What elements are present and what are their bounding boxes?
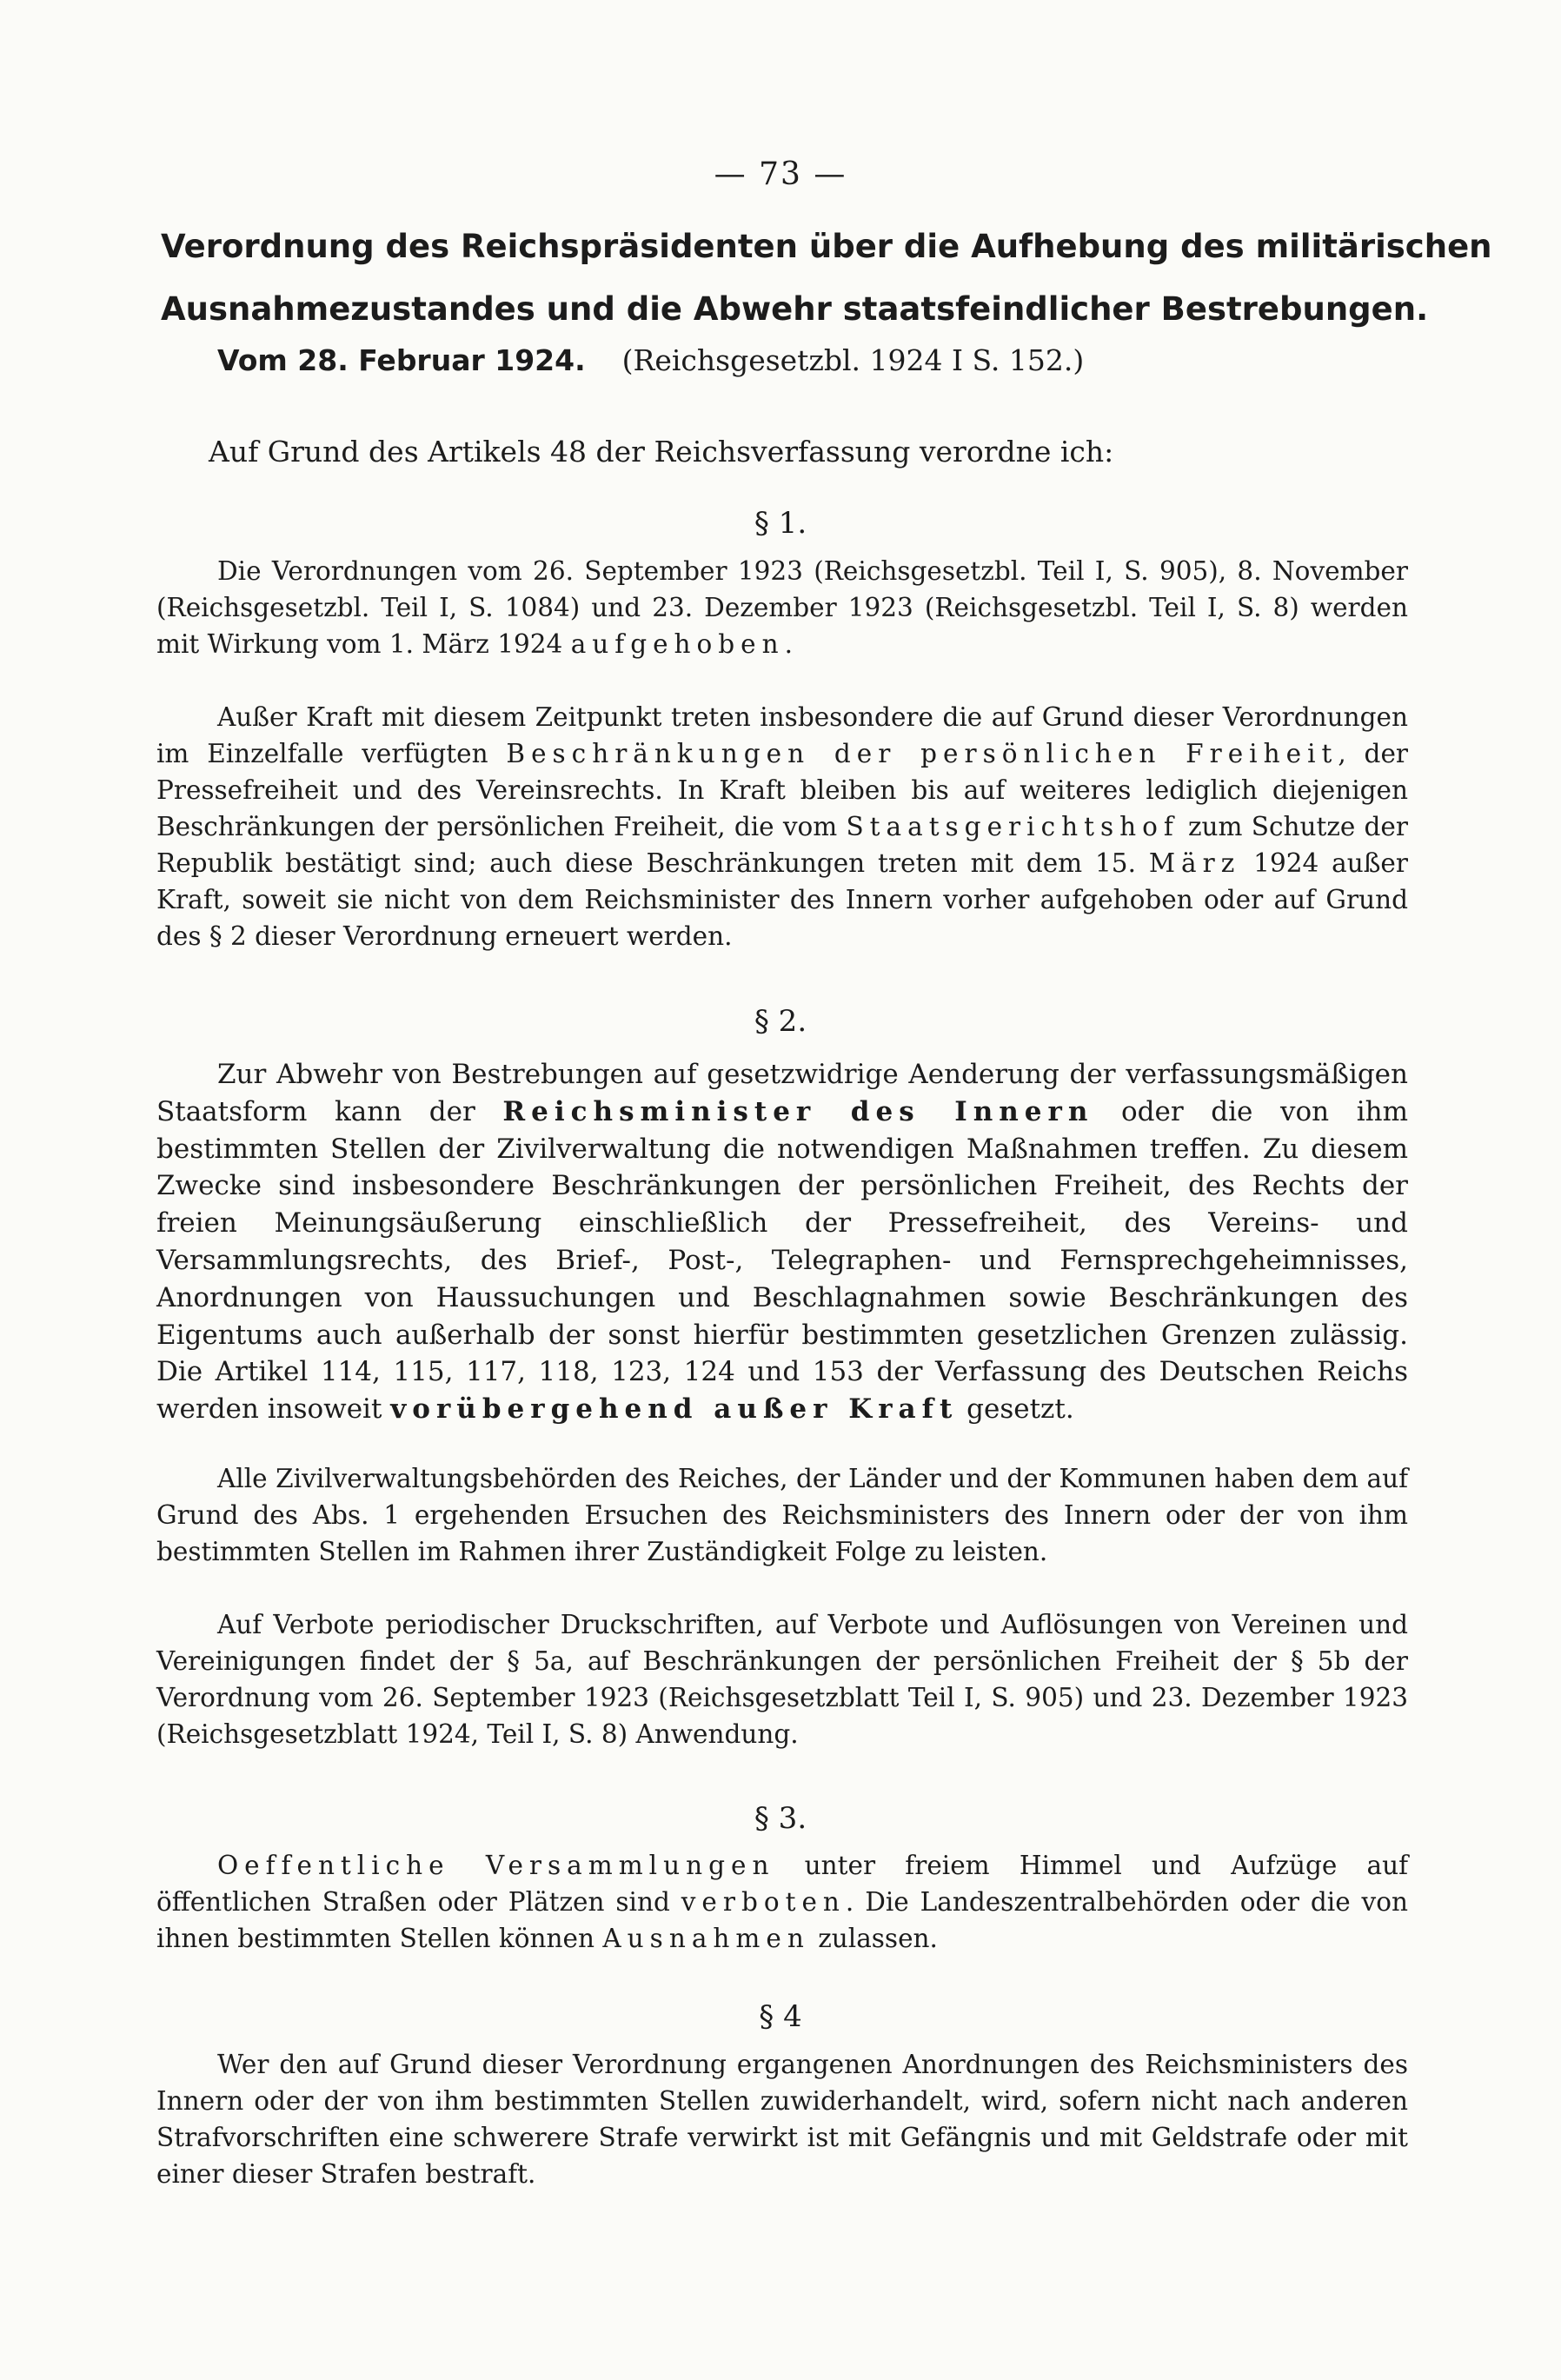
s2p1-emphasis-b: Reichsminister des Innern (502, 1095, 1094, 1127)
s3p1-emphasis-e: Ausnahmen (602, 1924, 810, 1953)
preamble: Auf Grund des Artikels 48 der Reichsverfassung verordne ich: (209, 435, 1114, 469)
section-2-paragraph-1 (156, 1056, 1408, 1428)
s1p2-text-e: zum Schutze der Republik bestätigt sind; auch diese Beschränkungen treten mit dem 15. (156, 812, 1408, 878)
s1p2-emphasis-f: März (1148, 848, 1241, 878)
s2p1-text-c: oder die von ihm bestimmten Stellen der Zivilverwaltung die notwendigen Maßnahmen treffen. Zu diesem Zwecke sind insbesondere Beschränkungen der persönlichen Freiheit, des Rechts der freien Meinungsäußerung einschließlich der Pressefreiheit, des Vereins- und Versammlungsrechts, des Brief-, Post-, Telegraphen- und Fernsprechgeheimnisses, Anordnungen von Haussuchungen und Beschlagnahmen sowie Beschränkungen des Eigentums auch außerhalb der sonst hierfür bestimmten gesetzlichen Grenzen zulässig. Die Artikel 114, 115, 117, 118, 123, 124 und 153 der Verfassung des Deutschen Reichs werden insoweit (156, 1095, 1408, 1426)
s3p1-text-b: unter freiem Himmel und Aufzüge auf öffentlichen Straßen oder Plätzen sind (156, 1851, 1409, 1917)
s3p1-text-d: . Die Landeszentralbehörden oder die von ihnen bestimmten Stellen können (156, 1887, 1408, 1953)
section-1-heading: § 1. (754, 506, 807, 541)
title-line-1: Verordnung des Reichspräsidenten über die Aufhebung des militärischen (161, 228, 1492, 265)
s1p1-emphasis: aufgehoben. (570, 629, 800, 659)
s3p1-emphasis-a: Oeffentliche Versammlungen (217, 1851, 775, 1880)
s1p2-text-a: Außer Kraft mit diesem Zeitpunkt treten insbesondere die auf Grund dieser Verordnungen im Einzelfalle verfügten (156, 702, 1408, 768)
s1p2-text-c: , der Pressefreiheit und des Vereinsrechts. In Kraft bleiben bis auf weiteres lediglich diejenigen Beschränkungen der persönlichen Freiheit, die vom (156, 739, 1408, 841)
gazette-citation: (Reichsgesetzbl. 1924 I S. 152.) (621, 343, 1085, 377)
s2p1-text-e: gesetzt. (958, 1393, 1074, 1426)
section-3-paragraph-1 (156, 1847, 1408, 1957)
s1p2-emphasis-d: Staatsgerichtshof (846, 812, 1179, 841)
s3p1-emphasis-c: verboten (681, 1887, 846, 1917)
page-number: — 73 — (714, 156, 847, 192)
s2p1-text-a: Zur Abwehr von Bestrebungen auf gesetzwidrige Aenderung der verfassungsmäßigen Staatsform kann der (156, 1059, 1408, 1127)
section-4-paragraph-1: Wer den auf Grund dieser Verordnung ergangenen Anordnungen des Reichsministers des Innern oder der von ihm bestimmten Stellen zuwiderhandelt, wird, sofern nicht nach anderen Strafvorschriften eine schwerere Strafe verwirkt ist mit Gefängnis und mit Geldstrafe oder mit einer dieser Strafen bestraft. (156, 2050, 1408, 2189)
section-2-paragraph-3: Auf Verbote periodischer Druckschriften, auf Verbote und Auflösungen von Vereinen und Vereinigungen findet der § 5a, auf Beschränkungen der persönlichen Freiheit der § 5b der Verordnung vom 26. September 1923 (Reichsgesetzblatt Teil I, S. 905) und 23. Dezember 1923 (Reichsgesetzblatt 1924, Teil I, S. 8) Anwendung. (156, 1610, 1408, 1749)
section-1-paragraph-1 (156, 553, 1408, 662)
decree-date: Vom 28. Februar 1924. (217, 343, 586, 377)
s2p1-emphasis-d: vorübergehend außer Kraft (390, 1393, 959, 1426)
s1p2-emphasis-b: Beschränkungen der persönlichen Freiheit (506, 739, 1338, 768)
title-line-2: Ausnahmezustandes und die Abwehr staatsfeindlicher Bestrebungen. (161, 290, 1429, 328)
section-2-heading: § 2. (754, 1004, 807, 1039)
s1p1-text: Die Verordnungen vom 26. September 1923 (Reichsgesetzbl. Teil I, S. 905), 8. November (Reichsgesetzbl. Teil I, S. 1084) und 23. Dezember 1923 (Reichsgesetzbl. Teil I, S. 8) werden mit Wirkung vom 1. März 1924 (156, 556, 1408, 659)
dateline (217, 343, 1434, 377)
section-4-heading: § 4 (759, 1999, 802, 2034)
s1p2-text-g: 1924 außer Kraft, soweit sie nicht von dem Reichsminister des Innern vorher aufgehoben oder auf Grund des § 2 dieser Verordnung erneuert werden. (156, 848, 1408, 951)
section-2-paragraph-2: Alle Zivilverwaltungsbehörden des Reiches, der Länder und der Kommunen haben dem auf Grund des Abs. 1 ergehenden Ersuchen des Reichsministers des Innern oder der von ihm bestimmten Stellen im Rahmen ihrer Zuständigkeit Folge zu leisten. (156, 1464, 1408, 1566)
document-title (161, 216, 1492, 341)
s3p1-text-f: zulassen. (809, 1924, 938, 1953)
section-1-paragraph-2 (156, 699, 1408, 954)
section-3-heading: § 3. (754, 1801, 807, 1836)
